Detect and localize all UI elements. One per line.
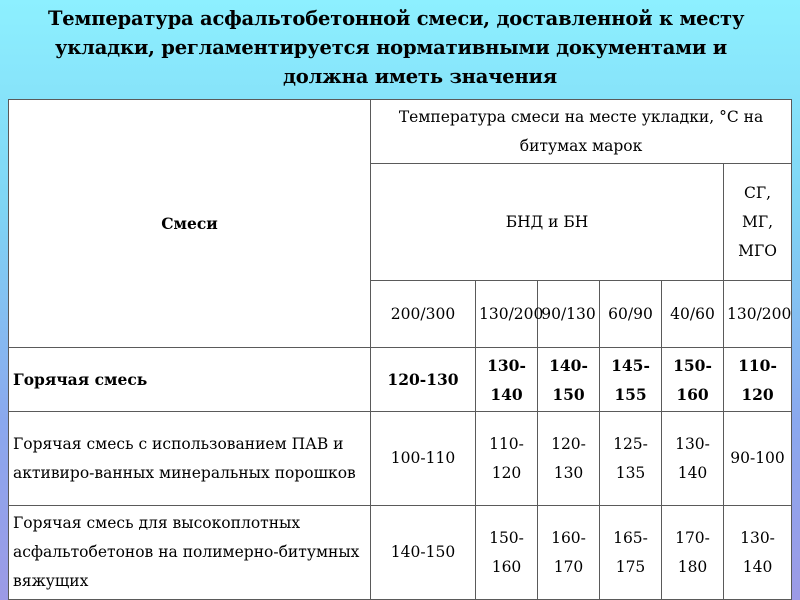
sg-mg-mgo-header: СГ, МГ, МГО [724, 164, 792, 281]
table-cell: 90-100 [724, 412, 792, 506]
table-cell: 165-175 [600, 506, 662, 600]
grade-header: 130/200 [476, 281, 538, 348]
table-cell: 160-170 [538, 506, 600, 600]
table-row [9, 348, 792, 412]
row-name: Горячая смесь для высокоплотных асфальтобетонов на полимерно-битумных вяжущих [9, 506, 371, 600]
table-cell: 140-150 [371, 506, 476, 600]
table-cell: 145-155 [600, 348, 662, 412]
table-cell: 170-180 [662, 506, 724, 600]
table-cell: 120-130 [538, 412, 600, 506]
title-line-3: должна иметь значения [282, 65, 558, 88]
grade-header: 90/130 [538, 281, 600, 348]
title-line-1: Температура асфальтобетонной смеси, доставленной к месту [48, 7, 745, 30]
table-cell: 110-120 [476, 412, 538, 506]
table-cell: 120-130 [371, 348, 476, 412]
table-cell: 130-140 [724, 506, 792, 600]
temperature-header: Температура смеси на месте укладки, °С на битумах марок [371, 100, 792, 164]
temperature-table [8, 99, 792, 600]
grade-header: 60/90 [600, 281, 662, 348]
slide-title [0, 4, 800, 91]
grade-header: 40/60 [662, 281, 724, 348]
table-cell: 130-140 [476, 348, 538, 412]
table-cell: 140-150 [538, 348, 600, 412]
table-row [9, 506, 792, 600]
row-name: Горячая смесь [9, 348, 371, 412]
mixes-header: Смеси [9, 100, 371, 348]
table-cell: 130-140 [662, 412, 724, 506]
table-cell: 100-110 [371, 412, 476, 506]
grade-header: 200/300 [371, 281, 476, 348]
title-line-2: укладки, регламентируется нормативными документами и [55, 36, 728, 59]
row-name: Горячая смесь с использованием ПАВ и активиро-ванных минеральных порошков [9, 412, 371, 506]
table-cell: 150-160 [662, 348, 724, 412]
table-row [9, 412, 792, 506]
table-cell: 125-135 [600, 412, 662, 506]
grade-header: 130/200 [724, 281, 792, 348]
bnd-bn-header: БНД и БН [371, 164, 724, 281]
table-cell: 150-160 [476, 506, 538, 600]
table-cell: 110-120 [724, 348, 792, 412]
